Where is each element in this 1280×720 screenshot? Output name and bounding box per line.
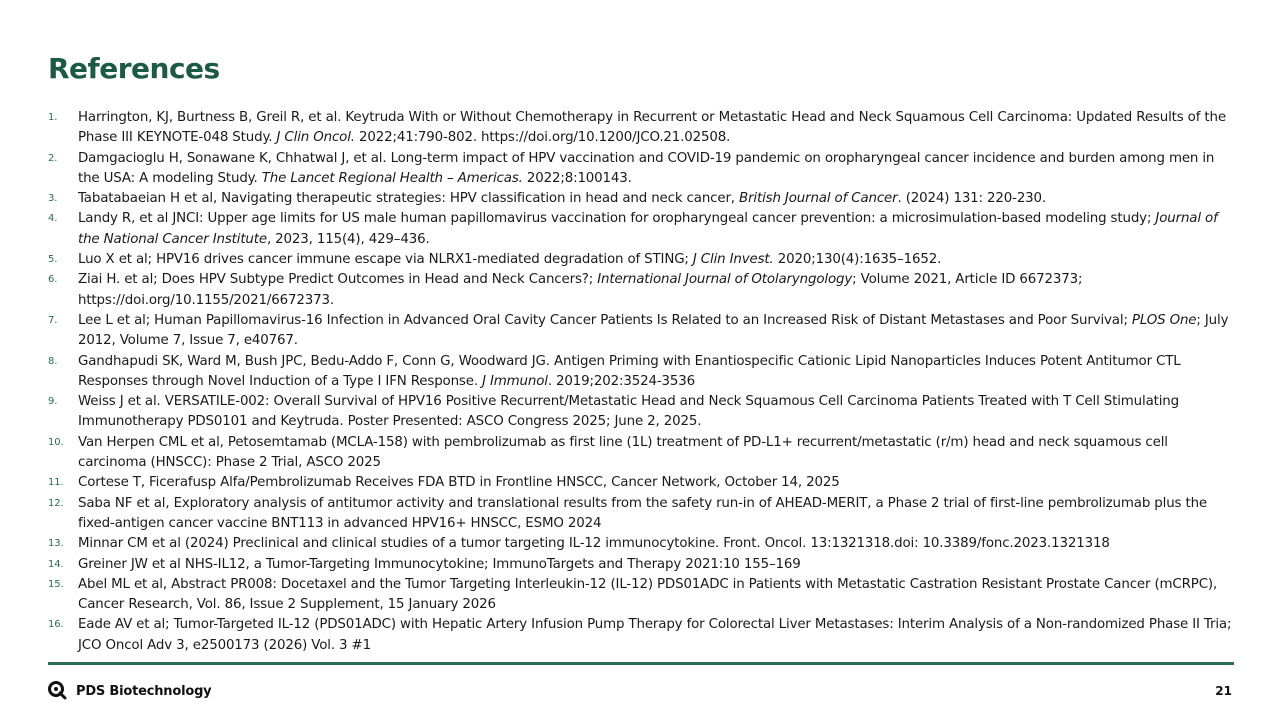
reference-number: 3.: [48, 193, 58, 205]
reference-journal: J Immunol: [482, 373, 548, 389]
reference-item: [48, 311, 1238, 352]
reference-number: 9.: [48, 396, 58, 408]
reference-item: [48, 352, 1238, 393]
reference-number: 5.: [48, 254, 58, 266]
reference-item: [48, 149, 1238, 190]
footer-divider: [48, 662, 1234, 665]
reference-number: 4.: [48, 213, 58, 225]
reference-journal: J Clin Oncol.: [276, 130, 355, 146]
reference-text: Lee L et al; Human Papillomavirus-16 Infection in Advanced Oral Cavity Cancer Patients Is Related to an Increased Risk of Distant Metastases and Poor Survival;: [78, 312, 1132, 328]
reference-text: Ziai H. et al; Does HPV Subtype Predict Outcomes in Head and Neck Cancers?;: [78, 272, 598, 288]
reference-item: [48, 209, 1238, 250]
reference-item: [48, 433, 1238, 474]
reference-text: 2022;41:790-802. https://doi.org/10.1200/JCO.21.02508.: [354, 130, 731, 146]
reference-text: Gandhapudi SK, Ward M, Bush JPC, Bedu-Addo F, Conn G, Woodward JG. Antigen Priming with Enantiospecific Cationic Lipid Nanoparticles Induces Potent Antitumor CTL Responses through Novel Induction of a Type I IFN Response.: [78, 353, 1181, 389]
reference-text: Tabatabaeian H et al, Navigating therapeutic strategies: HPV classification in head and neck cancer,: [78, 191, 740, 207]
reference-item: [48, 575, 1238, 616]
reference-item: [48, 392, 1238, 433]
reference-item: [48, 250, 1238, 270]
reference-text: , 2023, 115(4), 429–436.: [266, 231, 430, 247]
reference-text: Saba NF et al, Exploratory analysis of antitumor activity and translational results from the safety run-in of AHEAD-MERIT, a Phase 2 trial of first-line pembrolizumab plus the fixed-antigen cancer vaccine BNT113 in advanced HPV16+ HNSCC, ESMO 2024: [78, 495, 1208, 531]
reference-number: 15.: [48, 578, 64, 590]
reference-number: 10.: [48, 436, 64, 448]
reference-journal: PLOS One: [1131, 312, 1197, 328]
reference-number: 7.: [48, 314, 58, 326]
reference-number: 14.: [48, 558, 64, 570]
reference-journal: Journal of the National Cancer Institute: [78, 211, 1218, 247]
reference-number: 1.: [48, 112, 58, 123]
reference-number: 6.: [48, 274, 58, 286]
reference-item: [48, 270, 1238, 311]
reference-journal: British Journal of Cancer: [739, 191, 898, 207]
reference-text: Luo X et al; HPV16 drives cancer immune escape via NLRX1-mediated degradation of STING;: [78, 252, 693, 268]
company-logo: [48, 681, 211, 701]
reference-text: Abel ML et al, Abstract PR008: Docetaxel and the Tumor Targeting Interleukin-12 (IL-12) PDS01ADC in Patients with Metastatic Castration Resistant Prostate Cancer (mCRPC), Cancer Research, Vol. 86, Issue 2 Supplement, 15 January 2026: [78, 576, 1218, 613]
reference-text: ; Volume 2021, Article ID 6672373; https://doi.org/10.1155/2021/6672373.: [78, 272, 1083, 308]
reference-journal: International Journal of Otolaryngology: [597, 272, 853, 288]
reference-text: ; July 2012, Volume 7, Issue 7, e40767.: [78, 312, 1229, 349]
reference-text: Harrington, KJ, Burtness B, Greil R, et al. Keytruda With or Without Chemotherapy in Recurrent or Metastatic Head and Neck Squamous Cell Carcinoma: Updated Results of the Phase III KEYNOTE-048 Study.: [78, 110, 1226, 146]
reference-item: [48, 189, 1238, 209]
page-number: 21: [1215, 684, 1232, 698]
reference-item: [48, 555, 1238, 575]
pds-logo-icon: [48, 681, 68, 701]
reference-text: Minnar CM et al (2024) Preclinical and clinical studies of a tumor targeting IL-12 immunocytokine. Front. Oncol. 13:1321318.doi: 10.3389/fonc.2023.1321318: [78, 536, 1110, 552]
reference-text: Van Herpen CML et al, Petosemtamab (MCLA-158) with pembrolizumab as first line (1L) treatment of PD-L1+ recurrent/metastatic (r/m) head and neck squamous cell carcinoma (HNSCC): Phase 2 Trial, ASCO 2025: [78, 434, 1168, 471]
reference-number: 12.: [48, 497, 64, 509]
reference-number: 13.: [48, 538, 64, 550]
reference-text: Greiner JW et al NHS-IL12, a Tumor-Targeting Immunocytokine; ImmunoTargets and Therapy 2021:10 155–169: [78, 556, 801, 572]
reference-item: [48, 615, 1238, 656]
reference-list: [48, 108, 1238, 656]
reference-text: Landy R, et al JNCI: Upper age limits for US male human papillomavirus vaccination for oropharyngeal cancer prevention: a microsimulation-based modeling study;: [78, 211, 1156, 227]
reference-text: Damgacioglu H, Sonawane K, Chhatwal J, et al. Long-term impact of HPV vaccination and COVID-19 pandemic on oropharyngeal cancer incidence and burden among men in the USA: A modeling Study.: [78, 150, 1215, 186]
reference-text: 2020;130(4):1635–1652.: [773, 252, 942, 268]
reference-item: [48, 494, 1238, 535]
reference-text: Weiss J et al. VERSATILE-002: Overall Survival of HPV16 Positive Recurrent/Metastatic Head and Neck Squamous Cell Carcinoma Patients Treated with T Cell Stimulating Immunotherapy PDS0101 and Keytruda. Poster Presented: ASCO Congress 2025; June 2, 2025.: [78, 394, 1179, 430]
reference-text: . (2024) 131: 220-230.: [897, 191, 1047, 207]
reference-item: [48, 534, 1238, 554]
reference-number: 16.: [48, 619, 64, 631]
reference-text: 2022;8:100143.: [522, 170, 632, 186]
reference-text: . 2019;202:3524-3536: [547, 373, 696, 389]
reference-journal: J Clin Invest.: [692, 252, 774, 268]
reference-item: [48, 473, 1238, 493]
reference-number: 8.: [48, 355, 58, 367]
reference-journal: The Lancet Regional Health – Americas.: [261, 170, 523, 186]
brand-name: PDS Biotechnology: [76, 683, 212, 699]
reference-item: [48, 108, 1238, 149]
reference-number: 11.: [48, 477, 64, 489]
reference-text: Eade AV et al; Tumor-Targeted IL-12 (PDS01ADC) with Hepatic Artery Infusion Pump Therapy for Colorectal Liver Metastases: Interim Analysis of a Non-randomized Phase II Tria; JCO Oncol Adv 3, e2500173 (2026) Vol. 3 #1: [78, 617, 1232, 653]
reference-number: 2.: [48, 152, 58, 164]
page-title: References: [48, 52, 220, 85]
reference-text: Cortese T, Ficerafusp Alfa/Pembrolizumab Receives FDA BTD in Frontline HNSCC, Cancer Network, October 14, 2025: [78, 475, 840, 491]
